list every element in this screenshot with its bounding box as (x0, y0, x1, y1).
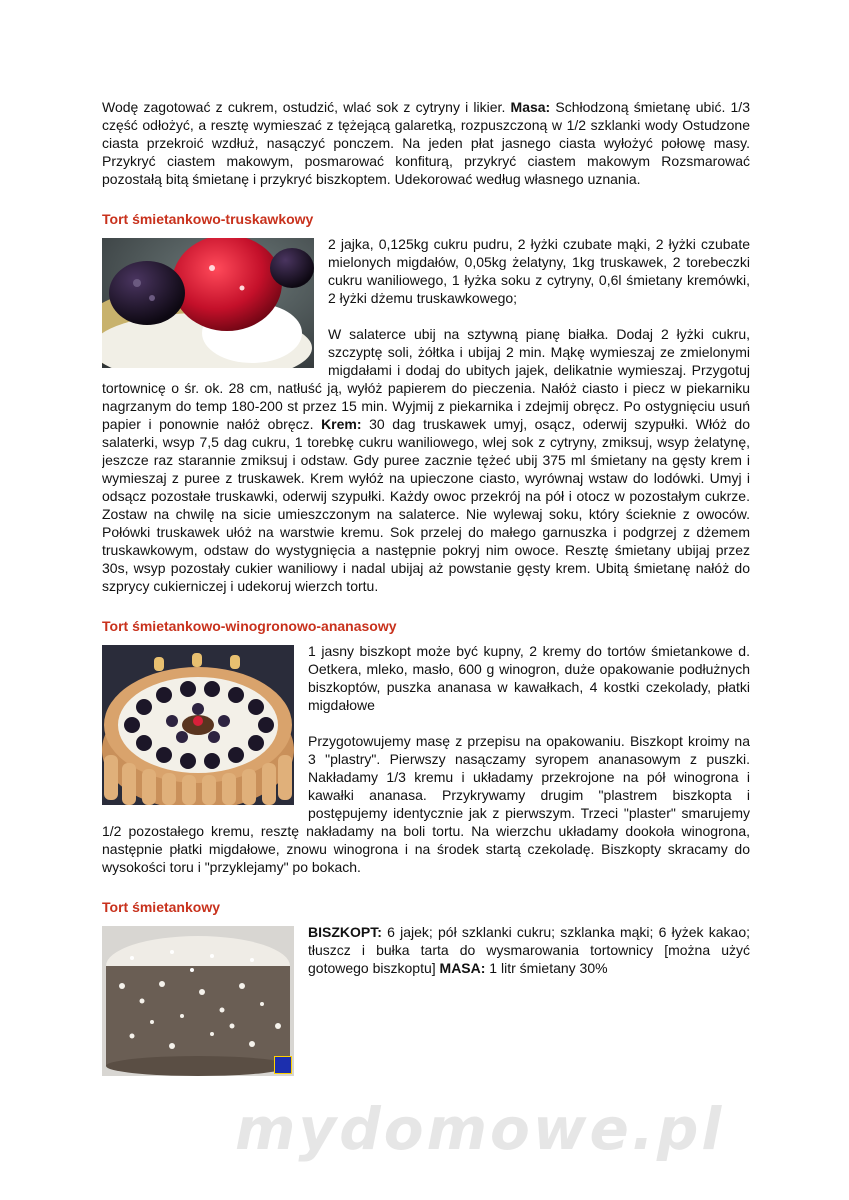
resize-icon (274, 1056, 292, 1074)
method-strawberry-start: W salaterce ubij na sztywną pianę białka. Dodaj 2 łyżki cukru, szczyptę soli, żółtka i ubijaj 2 min. Mąkę wymieszaj ze zmielonymi migdałami i dodaj do ubitych jajek, delikatnie wymieszaj. Przygotuj tortownicę o śr. ok. 28 cm, natłuść ją, wyłóż papierem do pieczenia. Nałóż ciasto i piecz w piekarniku nagrzanym do temp 180-200 st przez 15 min. Wyjmij z piekarnika i zdejmij obręcz. Po ostygnięciu usuń papier i ponownie nałóż obręcz. (102, 326, 750, 432)
grape-cake-photo (102, 645, 294, 805)
intro-paragraph (102, 98, 750, 188)
masa-ingredients: 1 litr śmietany 30% (485, 960, 608, 976)
method-strawberry-end: 30 dag truskawek umyj, osącz, oderwij szypułki. Włóż do salaterki, wsyp 7,5 dag cukru, 1 torebkę cukru waniliowego, wlej sok z cytryny, zmiksuj, wsyp żelatynę, jeszcze raz starannie zmiksuj i odstaw. Gdy puree zacznie tężeć ubij 375 ml śmietany na gęsty krem i wymieszaj z puree z truskawek. Krem wyłóż na upieczone ciasto, wyrównaj wstaw do lodówki. Umyj i odsącz pozostałe truskawki, oderwij szypułki. Każdy owoc przekrój na pół i otocz w pozostałym cukrze. Zostaw na chwilę na sicie umieszczonym na salaterce. Nie wylewaj soku, który ścieknie z owoców. Połówki truskawek ułóż na warstwie kremu. Sok przelej do małego garnuszka i podgrzej z dżemem truskawkowym, odstaw do wystygnięcia a następnie pokryj nim owoce. Resztę śmietany ubijaj przez 30s, wsyp pozostały cukier waniliowy i nadal ubijaj aż powstanie gęsty krem. Ubitą śmietanę nałóż do szprycy cukierniczej i udekoruj wierzch tortu. (102, 416, 750, 594)
recipe-grape (102, 642, 750, 876)
watermark: mydomowe.pl (235, 1095, 725, 1163)
masa-label-cream: MASA: (439, 960, 486, 976)
masa-label: Masa: (510, 99, 551, 115)
intro-text-end: Schłodzoną śmietanę ubić. 1/3 część odłożyć, a resztę wymieszać z tężejącą galaretką, rozpuszczoną w 1/2 szklanki wody Ostudzone ciasta przekroić wzdłuż, nasączyć ponczem. Na jeden płat jasnego ciasta wyłożyć połowę masy. Przykryć ciastem makowym, posmarować konfiturą, przykryć ciastem makowym Rozsmarować pozostałą bitą śmietanę i przykryć biszkoptem. Udekorować według własnego uznania. (102, 99, 750, 187)
cream-cake-photo (102, 926, 294, 1076)
recipe-title-cream: Tort śmietankowy (102, 899, 220, 915)
method-grape: Przygotowujemy masę z przepisu na opakowaniu. Biszkopt kroimy na 3 "plastry". Pierwszy nasączamy syropem ananasowym z puszki. Nakładamy 1/3 kremu i układamy przekrojone na pół winogrona i kawałki ananasa. Przykrywamy drugim "plastrem biszkopta i postępujemy identycznie jak z pierwszym. Trzeci "plaster" smarujemy 1/2 pozostałego kremu, resztę nakładamy na boli tortu. Na wierzchu układamy dookoła winogrona, następnie płatki migdałowe, znowu winogrona i na środek startą czekoladę. Biszkopty skracamy do wysokości toru i "przyklejamy" po bokach. (102, 733, 750, 875)
biszkopt-ingredients: 6 jajek; pół szklanki cukru; szklanka mąki; 6 łyżek kakao; tłuszcz i bułka tarta do wysmarowania tortownicy [można użyć gotowego biszkoptu] (308, 924, 750, 976)
recipe-strawberry (102, 235, 750, 595)
krem-label: Krem: (321, 416, 362, 432)
recipe-title-grape: Tort śmietankowo-winogronowo-ananasowy (102, 618, 397, 634)
document-page (102, 98, 750, 1082)
strawberry-cake-photo (102, 238, 314, 368)
recipe-title-strawberry: Tort śmietankowo-truskawkowy (102, 211, 314, 227)
intro-text-start: Wodę zagotować z cukrem, ostudzić, wlać sok z cytryny i likier. (102, 99, 511, 115)
ingredients-grape: 1 jasny biszkopt może być kupny, 2 kremy do tortów śmietankowe d. Oetkera, mleko, masło, 600 g winogron, duże opakowanie podłużnych biszkoptów, puszka ananasa w kawałkach, 4 kostki czekolady, płatki migdałowe (308, 643, 750, 713)
recipe-cream (102, 923, 750, 1082)
biszkopt-label: BISZKOPT: (308, 924, 382, 940)
ingredients-strawberry: 2 jajka, 0,125kg cukru pudru, 2 łyżki czubate mąki, 2 łyżki czubate mielonych migdałów, 0,05kg żelatyny, 1kg truskawek, 2 torebeczki cukru waniliowego, 1 łyżka soku z cytryny, 0,6l śmietany kremówki, 2 łyżki dżemu truskawkowego; (328, 236, 750, 306)
